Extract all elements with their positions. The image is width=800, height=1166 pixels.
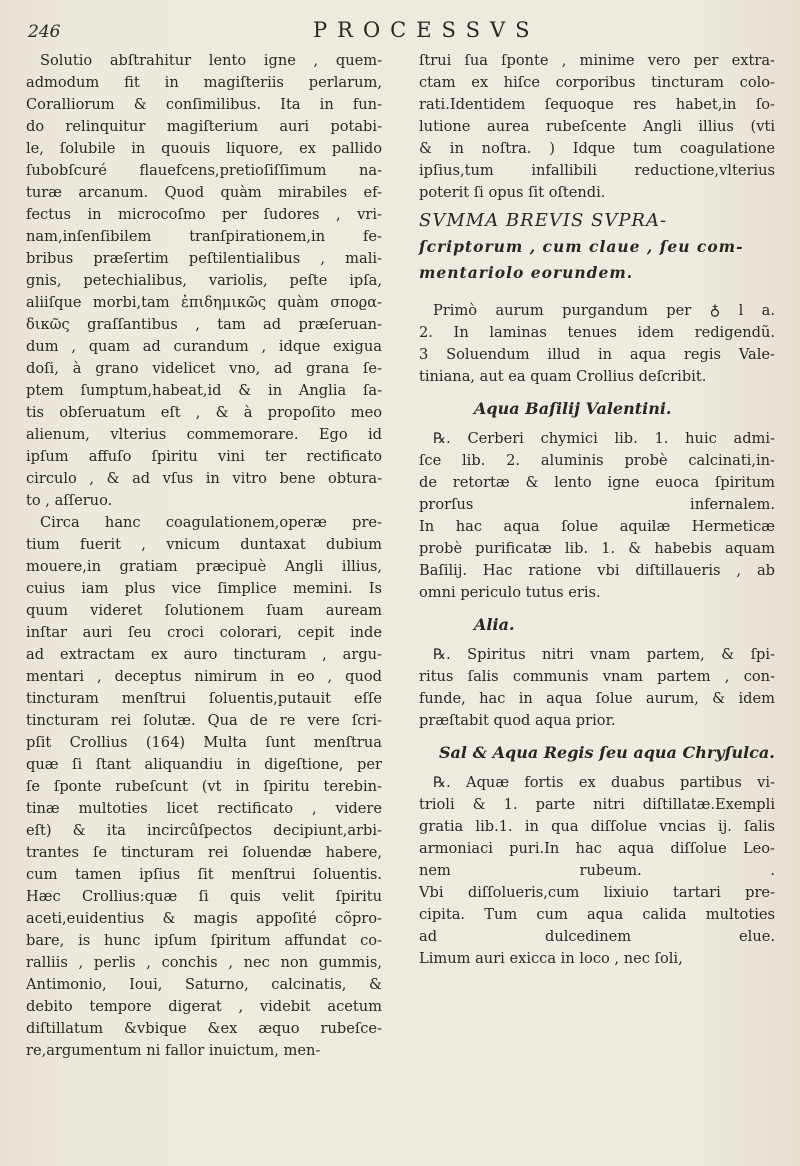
text-line: aceti,euidentius & magis appoſité cõpro- bbox=[26, 910, 382, 927]
text-line: re,argumentum ni fallor inuictum, men- bbox=[26, 1042, 321, 1059]
page-header bbox=[28, 18, 768, 50]
text-line: & in noſtra. ) Idque tum coagulatione bbox=[419, 140, 775, 157]
text-line: pſit Crollius (164) Multa ſunt menſtrua bbox=[26, 734, 382, 751]
text-line: Baſilij. Hac ratione vbi diſtillaueris , ab bbox=[419, 562, 775, 579]
text-line: ad dulcedinem elue. bbox=[419, 928, 775, 945]
text-line: ptem ſumptum,habeat,id & in Anglia ſa- bbox=[26, 382, 382, 399]
left-paragraph-2 bbox=[26, 512, 382, 1062]
text-line: 2. In laminas tenues idem redigendũ. bbox=[419, 324, 775, 341]
text-line: trioli & 1. parte nitri diſtillatæ.Exempli bbox=[419, 796, 775, 813]
text-line: ctam ex hiſce corporibus tincturam colo- bbox=[419, 74, 775, 91]
text-line: probè purificatæ lib. 1. & habebis aquam bbox=[419, 540, 775, 557]
left-column bbox=[26, 50, 382, 1062]
right-paragraph-4 bbox=[419, 644, 775, 732]
text-line: cum tamen ipſius ſit menſtrui ſoluentis. bbox=[26, 866, 382, 883]
section-heading-summa-line3: mentariolo eorundem. bbox=[419, 263, 634, 282]
text-line: mentari , deceptus nimirum in eo , quod bbox=[26, 668, 382, 685]
text-line: Circa hanc coagulationem,operæ pre- bbox=[40, 514, 382, 531]
text-line: Coralliorum & conſimilibus. Ita in fun- bbox=[26, 96, 382, 113]
text-line: turæ arcanum. Quod quàm mirabiles ef- bbox=[26, 184, 382, 201]
heading-aqua-basilij: Aqua Baſilij Valentini. bbox=[474, 399, 672, 418]
text-line: quæ ſi ſtant aliquandiu in digeſtione, per bbox=[26, 756, 382, 773]
text-line: ſtrui ſua ſponte , minime vero per extra- bbox=[419, 52, 775, 69]
text-line: ℞. Aquæ fortis ex duabus partibus vi- bbox=[433, 774, 775, 791]
text-line: 3 Soluendum illud in aqua regis Vale- bbox=[419, 346, 775, 363]
text-line: gratia lib.1. in qua diſſolue vncias ij. ſalis bbox=[419, 818, 775, 835]
text-line: ſubobſcuré flauefcens,pretioſiſſimum na- bbox=[26, 162, 382, 179]
text-line: præſtabit quod aqua prior. bbox=[419, 712, 616, 729]
text-line: In hac aqua ſolue aquilæ Hermeticæ bbox=[419, 518, 775, 535]
text-line: tium fuerit , vnicum duntaxat dubium bbox=[26, 536, 382, 553]
text-line: bribus præſertim peſtilentialibus , mali- bbox=[26, 250, 382, 267]
text-line: debito tempore digerat , videbit acetum bbox=[26, 998, 382, 1015]
left-paragraph-1 bbox=[26, 50, 382, 512]
text-line: ipſum affuſo ſpiritu vini ter rectificato bbox=[26, 448, 382, 465]
text-line: dum , quam ad curandum , idque exigua bbox=[26, 338, 382, 355]
text-line: diſtillatum &vbique &ex æquo rubeſce- bbox=[26, 1020, 382, 1037]
right-paragraph-3 bbox=[419, 428, 775, 604]
text-line: tinæ multoties licet rectificato , videre bbox=[26, 800, 382, 817]
running-head: PROCESSVS bbox=[313, 18, 540, 42]
page-number: 246 bbox=[28, 22, 61, 42]
text-line: do relinquitur magiſterium auri potabi- bbox=[26, 118, 382, 135]
heading-alia: Alia. bbox=[474, 615, 515, 634]
text-line: quum videret ſolutionem ſuam auream bbox=[26, 602, 382, 619]
right-paragraph-5 bbox=[419, 772, 775, 970]
text-line: circulo , & ad vſus in vitro bene obtura- bbox=[26, 470, 382, 487]
heading-sal-aqua-regis: Sal & Aqua Regis ſeu aqua Chryſulca. bbox=[439, 743, 775, 762]
text-line: ad extractam ex auro tincturam , argu- bbox=[26, 646, 382, 663]
right-column bbox=[419, 50, 775, 970]
text-line: Antimonio, Ioui, Saturno, calcinatis, & bbox=[26, 976, 382, 993]
text-line: cipita. Tum cum aqua calida multoties bbox=[419, 906, 775, 923]
text-line: ritus ſalis communis vnam partem , con- bbox=[419, 668, 775, 685]
text-line: omni periculo tutus eris. bbox=[419, 584, 601, 601]
text-line: mouere,in gratiam præcipuè Angli illius, bbox=[26, 558, 382, 575]
text-line: cuius iam plus vice ſimplice memini. Is bbox=[26, 580, 382, 597]
right-paragraph-2 bbox=[419, 300, 775, 388]
text-line: tincturam menſtrui ſoluentis,putauit eſſe bbox=[26, 690, 382, 707]
right-paragraph-1 bbox=[419, 50, 775, 204]
text-line: ℞. Spiritus nitri vnam partem, & ſpi- bbox=[433, 646, 775, 663]
text-line: trantes ſe tincturam rei ſoluendæ habere, bbox=[26, 844, 382, 861]
text-line: armoniaci puri.In hac aqua diſſolue Leo- bbox=[419, 840, 775, 857]
text-line: to , aſſeruo. bbox=[26, 492, 113, 509]
text-line: le, ſolubile in quouis liquore, ex pallido bbox=[26, 140, 382, 157]
text-line: tis obſeruatum eſt , & à propoſito meo bbox=[26, 404, 382, 421]
text-line: Solutio abſtrahitur lento igne , quem- bbox=[40, 52, 382, 69]
text-line: lutione aurea rubeſcente Angli illius (vti bbox=[419, 118, 775, 135]
text-line: inſtar auri ſeu croci colorari, cepit inde bbox=[26, 624, 382, 641]
text-line: nam,inſenſibilem tranſpirationem,in fe- bbox=[26, 228, 382, 245]
text-line: ſe ſponte rubeſcunt (vt in ſpiritu terebin- bbox=[26, 778, 382, 795]
text-line: Limum auri exicca in loco , nec ſoli, bbox=[419, 950, 683, 967]
text-line: de retortæ & lento igne euoca ſpiritum bbox=[419, 474, 775, 491]
text-line: gnis, petechialibus, variolis, peſte ipſa, bbox=[26, 272, 382, 289]
text-line: nem rubeum. . bbox=[419, 862, 775, 879]
text-line: doſi, à grano videlicet vno, ad grana ſe- bbox=[26, 360, 382, 377]
text-line: tincturam rei ſolutæ. Qua de re vere ſcri- bbox=[26, 712, 382, 729]
text-line: δικῶς graſſantibus , tam ad præſeruan- bbox=[26, 316, 382, 333]
section-heading-summa-line2: ſcriptorum , cum claue , ſeu com- bbox=[419, 237, 744, 256]
text-line: aliiſque morbi,tam ἐπιδημικῶς quàm σποϱα- bbox=[26, 294, 382, 311]
text-line: alienum, vlterius commemorare. Ego id bbox=[26, 426, 382, 443]
text-line: rati.Identidem ſequoque res habet,in ſo- bbox=[419, 96, 775, 113]
text-line: ſce lib. 2. aluminis probè calcinati,in- bbox=[419, 452, 775, 469]
text-line: Vbi diſſolueris,cum lixiuio tartari pre- bbox=[419, 884, 775, 901]
text-line: eſt) & ita incircûſpectos decipiunt,arbi- bbox=[26, 822, 382, 839]
text-line: poterit ſi opus ſit oſtendi. bbox=[419, 184, 606, 201]
text-line: Hæc Crollius:quæ ſi quis velit ſpiritu bbox=[26, 888, 382, 905]
text-line: funde, hac in aqua ſolue aurum, & idem bbox=[419, 690, 775, 707]
text-line: fectus in microcoſmo per ſudores , vri- bbox=[26, 206, 382, 223]
text-line: bare, is hunc ipſum ſpiritum affundat co- bbox=[26, 932, 382, 949]
text-line: Primò aurum purgandum per ♁ l a. bbox=[433, 302, 775, 319]
text-line: prorſus infernalem. bbox=[419, 496, 775, 513]
text-line: ipſius,tum infallibili reductione,vlterius bbox=[419, 162, 775, 179]
section-heading-summa: SVMMA BREVIS SVPRA- bbox=[419, 210, 668, 231]
text-line: admodum fit in magiſteriis perlarum, bbox=[26, 74, 382, 91]
text-line: ℞. Cerberi chymici lib. 1. huic admi- bbox=[433, 430, 775, 447]
text-line: ralliis , perlis , conchis , nec non gummis, bbox=[26, 954, 382, 971]
text-line: tiniana, aut ea quam Crollius deſcribit. bbox=[419, 368, 707, 385]
